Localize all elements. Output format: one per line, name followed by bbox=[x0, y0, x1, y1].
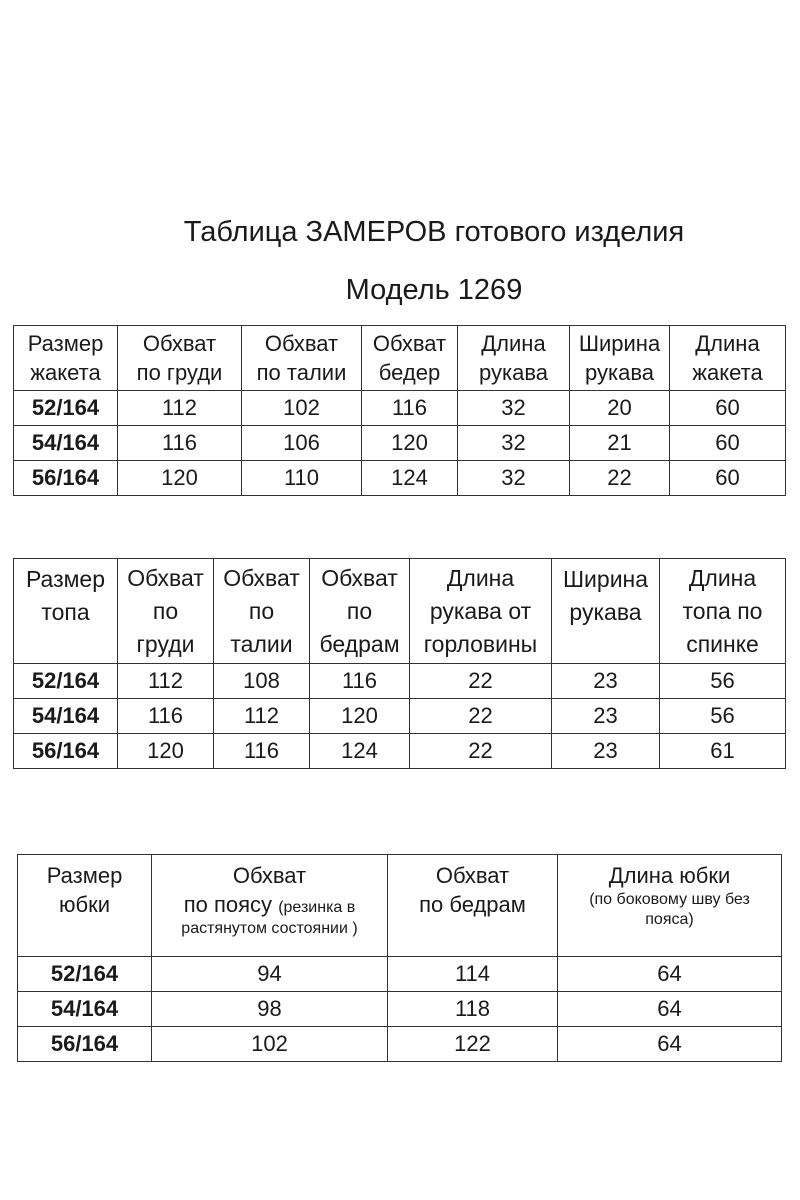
size-cell: 54/164 bbox=[18, 992, 152, 1027]
table-cell: 23 bbox=[552, 734, 660, 769]
table-cell: 64 bbox=[558, 1027, 782, 1062]
table-row bbox=[14, 699, 786, 734]
table-cell: 56 bbox=[660, 664, 786, 699]
table-cell: 116 bbox=[118, 426, 242, 461]
header-cell: Ширина рукава bbox=[570, 326, 670, 391]
table-cell: 56 bbox=[660, 699, 786, 734]
table-cell: 116 bbox=[118, 699, 214, 734]
table-cell: 112 bbox=[118, 391, 242, 426]
table-row bbox=[18, 957, 782, 992]
skirt-measurements-table bbox=[17, 854, 782, 1062]
table-cell: 102 bbox=[152, 1027, 388, 1062]
size-cell: 54/164 bbox=[14, 699, 118, 734]
header-cell: Обхват бедер bbox=[362, 326, 458, 391]
table-cell: 94 bbox=[152, 957, 388, 992]
header-cell: Обхват по бедрам bbox=[388, 855, 558, 957]
size-cell: 52/164 bbox=[14, 391, 118, 426]
table-cell: 112 bbox=[118, 664, 214, 699]
table-row bbox=[18, 1027, 782, 1062]
table-row bbox=[14, 461, 786, 496]
table-cell: 118 bbox=[388, 992, 558, 1027]
table-cell: 110 bbox=[242, 461, 362, 496]
header-cell: Длина жакета bbox=[670, 326, 786, 391]
table-cell: 64 bbox=[558, 957, 782, 992]
table-row bbox=[18, 992, 782, 1027]
header-cell: Обхват по бедрам bbox=[310, 559, 410, 664]
header-cell: Обхват по поясу (резинка в растянутом состоянии ) bbox=[152, 855, 388, 957]
header-cell: Обхват по талии bbox=[242, 326, 362, 391]
table-cell: 102 bbox=[242, 391, 362, 426]
table-cell: 32 bbox=[458, 391, 570, 426]
table-cell: 120 bbox=[362, 426, 458, 461]
header-cell: Длина рукава от горловины bbox=[410, 559, 552, 664]
table-cell: 22 bbox=[410, 664, 552, 699]
table-header-row bbox=[18, 855, 782, 957]
table-cell: 61 bbox=[660, 734, 786, 769]
header-cell: Обхват по груди bbox=[118, 559, 214, 664]
table-row bbox=[14, 426, 786, 461]
table-cell: 23 bbox=[552, 699, 660, 734]
table-cell: 60 bbox=[670, 461, 786, 496]
table-cell: 20 bbox=[570, 391, 670, 426]
table-cell: 116 bbox=[310, 664, 410, 699]
header-cell: Длина рукава bbox=[458, 326, 570, 391]
table-cell: 60 bbox=[670, 426, 786, 461]
top-measurements-table bbox=[13, 558, 786, 769]
table-row bbox=[14, 664, 786, 699]
header-cell: Длина юбки (по боковому шву без пояса) bbox=[558, 855, 782, 957]
table-cell: 106 bbox=[242, 426, 362, 461]
table-cell: 64 bbox=[558, 992, 782, 1027]
size-cell: 52/164 bbox=[18, 957, 152, 992]
table-cell: 116 bbox=[362, 391, 458, 426]
table-cell: 22 bbox=[570, 461, 670, 496]
size-cell: 56/164 bbox=[14, 734, 118, 769]
table-cell: 32 bbox=[458, 461, 570, 496]
table-cell: 108 bbox=[214, 664, 310, 699]
table-cell: 114 bbox=[388, 957, 558, 992]
table-header-row bbox=[14, 559, 786, 664]
table-cell: 32 bbox=[458, 426, 570, 461]
page-title: Таблица ЗАМЕРОВ готового изделия bbox=[183, 216, 685, 248]
table-cell: 116 bbox=[214, 734, 310, 769]
table-cell: 120 bbox=[118, 734, 214, 769]
header-cell: Обхват по груди bbox=[118, 326, 242, 391]
header-cell: Размер юбки bbox=[18, 855, 152, 957]
header-cell: Размер жакета bbox=[14, 326, 118, 391]
table-cell: 21 bbox=[570, 426, 670, 461]
table-cell: 23 bbox=[552, 664, 660, 699]
table-row bbox=[14, 391, 786, 426]
jacket-measurements-table bbox=[13, 325, 786, 496]
table-cell: 60 bbox=[670, 391, 786, 426]
size-cell: 56/164 bbox=[18, 1027, 152, 1062]
size-cell: 52/164 bbox=[14, 664, 118, 699]
size-cell: 56/164 bbox=[14, 461, 118, 496]
header-cell: Обхват по талии bbox=[214, 559, 310, 664]
table-cell: 122 bbox=[388, 1027, 558, 1062]
model-number: Модель 1269 bbox=[345, 274, 523, 306]
table-cell: 124 bbox=[310, 734, 410, 769]
header-cell: Ширина рукава bbox=[552, 559, 660, 664]
header-cell: Размер топа bbox=[14, 559, 118, 664]
table-cell: 112 bbox=[214, 699, 310, 734]
table-cell: 124 bbox=[362, 461, 458, 496]
table-row bbox=[14, 734, 786, 769]
table-header-row bbox=[14, 326, 786, 391]
table-cell: 22 bbox=[410, 699, 552, 734]
table-cell: 22 bbox=[410, 734, 552, 769]
header-cell: Длина топа по спинке bbox=[660, 559, 786, 664]
table-cell: 120 bbox=[118, 461, 242, 496]
size-cell: 54/164 bbox=[14, 426, 118, 461]
table-cell: 98 bbox=[152, 992, 388, 1027]
table-cell: 120 bbox=[310, 699, 410, 734]
